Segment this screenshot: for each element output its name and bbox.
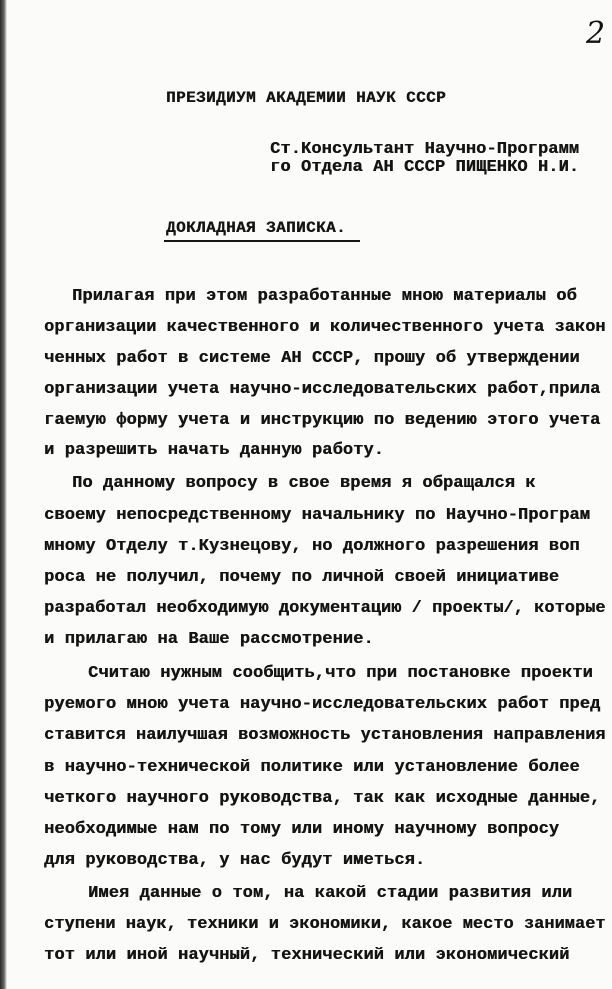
body-line: По данному вопросу в свое время я обращался к [72,474,536,493]
body-line: разработал необходимую документацию / проекты/, которые [44,599,606,618]
body-line: гаемую форму учета и инструкцию по ведению этого учета [44,411,601,430]
document-title: ДОКЛАДНАЯ ЗАПИСКА. [166,219,347,237]
body-line: организации учета научно-исследовательских работ,прила [44,380,601,399]
body-line: Прилагая при этом разработанные мною материалы об [72,287,577,306]
body-line: роса не получил, почему по личной своей инициативе [44,568,560,587]
body-line: и прилагаю на Ваше рассмотрение. [44,630,374,649]
body-line: необходимые нам по тому или иному научному вопросу [44,820,560,839]
body-line: своему непосредственному начальнику по Научно-Програм [44,506,590,525]
body-line: и разрешить начать данную работу. [44,441,384,460]
body-line: Имея данные о том, на какой стадии развития или [88,884,573,903]
body-line: руемого мною учета научно-исследовательских работ пред [44,695,601,714]
sender-line-1: Ст.Консультант Научно-Программ [270,140,580,159]
body-line: для руководства, у нас будут иметься. [44,851,426,870]
body-line: мному Отделу т.Кузнецову, но должного разрешения воп [44,537,580,556]
page-number: 2 [586,16,606,51]
scan-edge-shadow [0,0,7,989]
body-line: ступени наук, техники и экономики, какое место занимает [44,915,606,934]
sender-line-2: го Отдела АН СССР ПИЩЕНКО Н.И. [270,158,580,177]
body-line: организации качественного и количественного учета закон [44,318,606,337]
body-line: четкого научного руководства, так как исходные данные, [44,789,601,808]
body-line: в научно-технической политике или установление более [44,758,580,777]
title-underline [164,240,360,242]
body-line: тот или иной научный, технический или экономический [44,946,570,965]
body-line: ченных работ в системе АН СССР, прошу об утверждении [44,349,580,368]
body-line: ставится наилучшая возможность установления направления [44,726,606,745]
body-line: Считаю нужным сообщить,что при постановке проекти [88,664,593,683]
document-header: ПРЕЗИДИУМ АКАДЕМИИ НАУК СССР [166,89,447,107]
